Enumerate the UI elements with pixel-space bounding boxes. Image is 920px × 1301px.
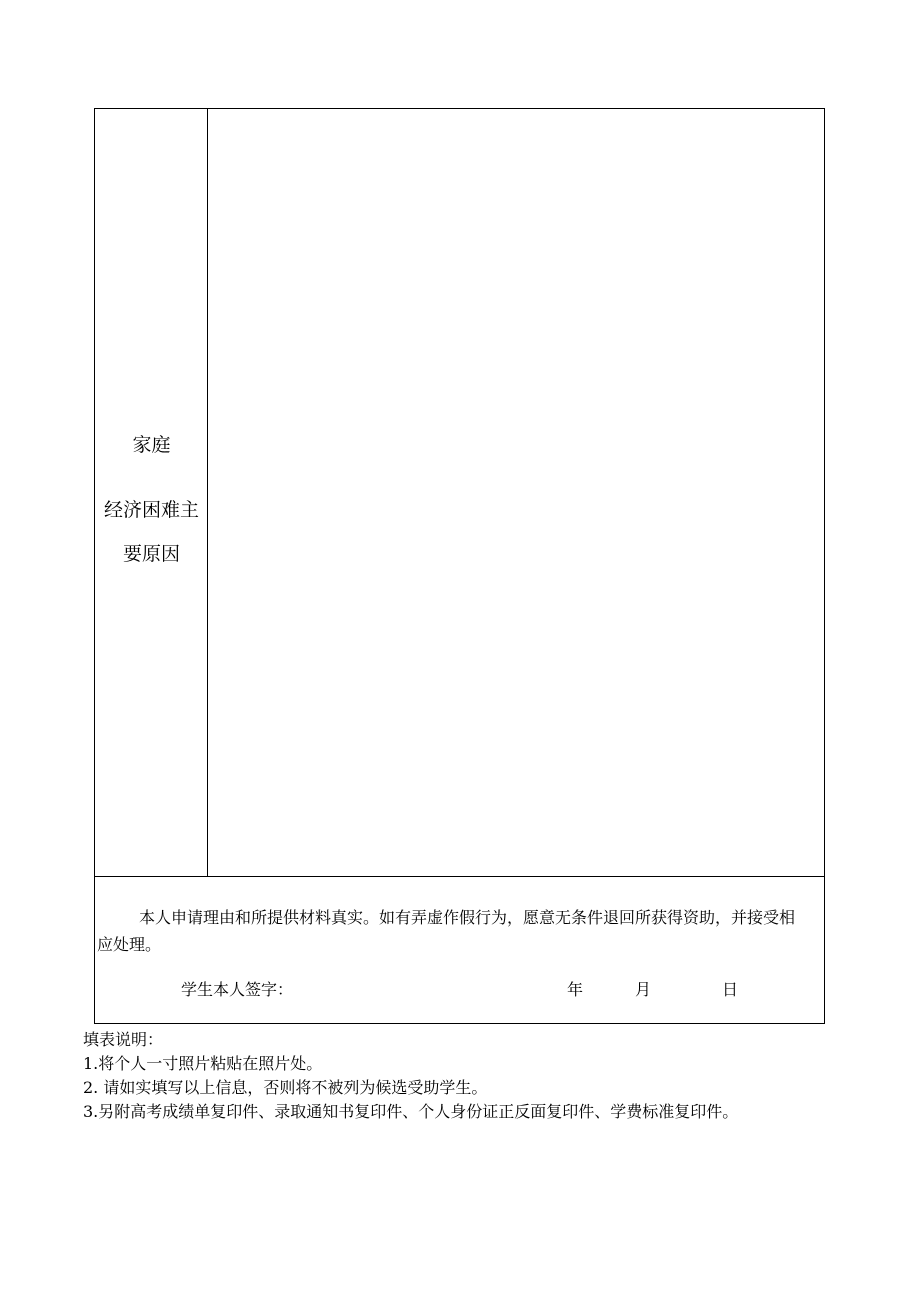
- hardship-reason-input-area[interactable]: [208, 109, 824, 876]
- instruction-item-3: 3.另附高考成绩单复印件、录取通知书复印件、个人身份证正反面复印件、学费标准复印件。: [83, 1102, 739, 1121]
- hardship-reason-row: [95, 109, 824, 877]
- date-day-label: 日: [722, 980, 739, 999]
- declaration-row: [95, 877, 824, 1023]
- hardship-reason-label-line-1: 家庭: [132, 434, 171, 456]
- instruction-item-2: 2. 请如实填写以上信息，否则将不被列为候选受助学生。: [83, 1078, 488, 1097]
- hardship-reason-label-cell: [95, 109, 208, 876]
- instructions-title: 填表说明：: [83, 1030, 164, 1049]
- student-signature-label: 学生本人签字：: [181, 980, 294, 999]
- hardship-reason-label-line-2: 经济困难主: [103, 499, 199, 521]
- application-form-table: [94, 108, 825, 1024]
- declaration-text: 本人申请理由和所提供材料真实。如有弄虚作假行为，愿意无条件退回所获得资助，并接受相应处理。: [97, 908, 796, 954]
- hardship-reason-label-line-3: 要原因: [122, 543, 180, 565]
- date-month-label: 月: [635, 980, 652, 999]
- form-instructions: [83, 1028, 883, 1124]
- date-year-label: 年: [567, 980, 584, 999]
- instruction-item-1: 1.将个人一寸照片粘贴在照片处。: [83, 1054, 323, 1073]
